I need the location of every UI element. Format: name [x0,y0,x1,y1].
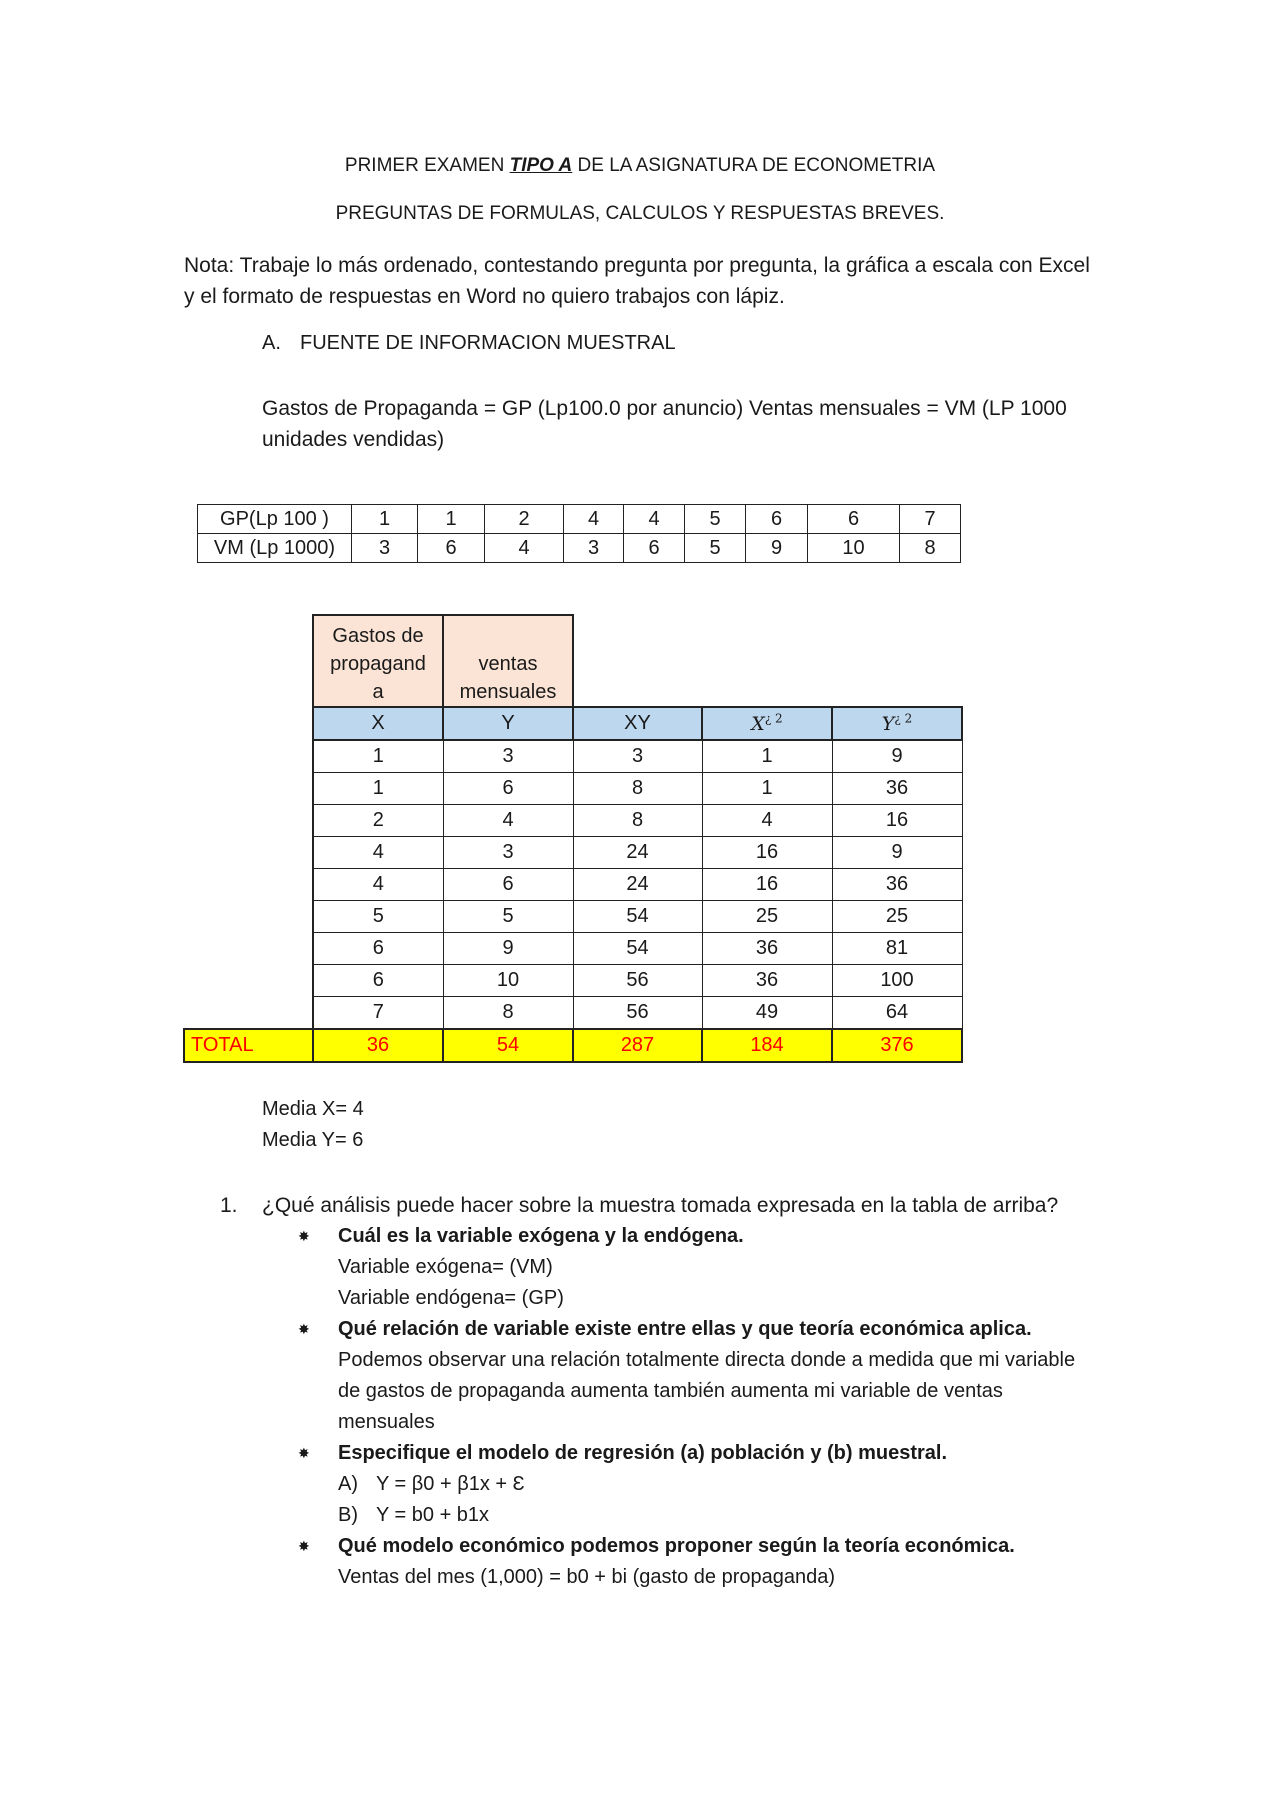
table-cell: 8 [900,534,961,563]
sub-question: Qué modelo económico podemos proponer según la teoría económica. [338,1535,1015,1557]
table-cell: 24 [573,837,702,869]
sub-question: Cuál es la variable exógena y la endógena. [338,1225,744,1247]
total-x: 36 [313,1029,443,1062]
table-cell: 6 [443,773,573,805]
mean-y: Media Y= 6 [262,1129,364,1151]
table-cell: 36 [702,965,832,997]
superscript: ¿ 2 [764,711,783,726]
table-cell: 3 [564,534,624,563]
empty-cell [184,965,313,997]
bullet-icon: ✸ [298,1228,310,1244]
header-line: propagand [330,653,426,675]
sub-question: Especifique el modelo de regresión (a) población y (b) muestral. [338,1442,948,1464]
table-row [184,869,962,901]
empty-cell [184,707,313,740]
column-header-xy: XY [573,707,702,740]
empty-cell [184,901,313,933]
table-cell: 64 [832,997,962,1030]
table-cell: 25 [832,901,962,933]
symbol: X [751,712,765,735]
total-label: TOTAL [184,1029,313,1062]
table-row [184,805,962,837]
calculation-rows [184,740,962,1029]
table-cell: 4 [702,805,832,837]
table-cell: 1 [702,740,832,773]
table-cell: 36 [832,773,962,805]
header-line: ventas [478,653,538,675]
table-cell: 3 [352,534,418,563]
table-cell: 24 [573,869,702,901]
total-xy: 287 [573,1029,702,1062]
table-cell: 1 [313,740,443,773]
empty-cell [573,615,702,707]
table-cell: 2 [485,505,564,534]
table-cell: 16 [702,837,832,869]
table-cell: 4 [313,869,443,901]
row-label-vm: VM (Lp 1000) [198,534,352,563]
model-letter: B) [338,1504,358,1526]
table-cell: 6 [313,965,443,997]
means-block [262,1094,364,1156]
sample-data-table [197,504,961,563]
table-row [184,740,962,773]
table-cell: 10 [443,965,573,997]
column-header-y-squared [832,707,962,740]
table-cell: 5 [313,901,443,933]
title-part-1: PRIMER EXAMEN [344,155,510,176]
table-cell: 3 [443,837,573,869]
table-cell: 8 [573,805,702,837]
table-cell: 6 [746,505,808,534]
section-a-letter: A. [262,332,281,354]
table-cell: 1 [702,773,832,805]
total-y-squared: 376 [832,1029,962,1062]
model-letter: A) [338,1473,358,1495]
table-cell: 5 [685,534,746,563]
table-cell: 9 [443,933,573,965]
header-row [184,615,962,707]
section-a-heading [262,332,676,355]
answer-text: Podemos observar una relación totalmente directa donde a medida que mi variable de gastos de propaganda aumenta también aumenta mi variable de ventas mensuales [338,1349,1076,1433]
table-cell: 4 [443,805,573,837]
empty-cell [184,997,313,1030]
empty-cell [184,869,313,901]
answer-text: Variable exógena= (VM) [338,1256,553,1278]
list-item [298,1531,1098,1593]
exam-note: Nota: Trabaje lo más ordenado, contestando pregunta por pregunta, la gráfica a escala con Excel y el formato de respuestas en Word no quiero trabajos con lápiz. [184,254,1090,308]
table-cell: 9 [746,534,808,563]
model-formula: Y = β0 + β1x + Ɛ [376,1473,525,1495]
header-line: a [372,681,384,703]
table-cell: 8 [443,997,573,1030]
table-cell: 56 [573,965,702,997]
sub-question: Qué relación de variable existe entre ellas y que teoría económica aplica. [338,1318,1032,1340]
table-cell: 2 [313,805,443,837]
table-cell: 54 [573,933,702,965]
table-row [184,933,962,965]
table-cell: 4 [624,505,685,534]
empty-cell [184,805,313,837]
variables-definition: Gastos de Propaganda = GP (Lp100.0 por anuncio) Ventas mensuales = VM (LP 1000 unidades vendidas) [262,397,1067,451]
empty-cell [184,740,313,773]
row-label-gp: GP(Lp 100 ) [198,505,352,534]
table-cell: 54 [573,901,702,933]
table-cell: 4 [485,534,564,563]
header-line: mensuales [459,681,557,703]
question-1-items [298,1221,1098,1593]
table-cell: 56 [573,997,702,1030]
table-cell: 8 [573,773,702,805]
empty-cell [702,615,832,707]
table-cell: 4 [564,505,624,534]
exam-subtitle: PREGUNTAS DE FORMULAS, CALCULOS Y RESPUESTAS BREVES. [335,203,945,224]
column-header-y: Y [443,707,573,740]
table-cell: 9 [832,837,962,869]
superscript: ¿ 2 [894,711,913,726]
table-row [184,901,962,933]
table-cell: 7 [900,505,961,534]
question-text: ¿Qué análisis puede hacer sobre la muestra tomada expresada en la tabla de arriba? [262,1194,1059,1217]
table-row [184,997,962,1030]
answer-text: Variable endógena= (GP) [338,1287,564,1309]
column-header-row [184,707,962,740]
table-cell: 1 [313,773,443,805]
mean-x: Media X= 4 [262,1098,364,1120]
empty-cell [184,773,313,805]
table-row [198,505,961,534]
header-line: Gastos de [332,625,424,647]
table-cell: 16 [832,805,962,837]
table-row [198,534,961,563]
table-cell: 3 [573,740,702,773]
table-row [184,773,962,805]
table-cell: 1 [418,505,485,534]
answer-text: Ventas del mes (1,000) = b0 + bi (gasto de propaganda) [338,1566,836,1588]
list-item [298,1314,1098,1438]
section-a-title: FUENTE DE INFORMACION MUESTRAL [300,332,676,354]
table-cell: 7 [313,997,443,1030]
empty-cell [832,615,962,707]
table-cell: 4 [313,837,443,869]
header-gastos-propaganda [313,615,443,707]
calculation-table [183,614,963,1063]
table-cell: 16 [702,869,832,901]
empty-cell [184,615,313,707]
exam-title [0,155,1280,177]
header-ventas-mensuales [443,615,573,707]
table-row [184,837,962,869]
table-cell: 6 [418,534,485,563]
question-1 [220,1190,1120,1221]
column-header-x: X [313,707,443,740]
symbol: Y [881,712,895,735]
table-cell: 36 [702,933,832,965]
table-cell: 6 [624,534,685,563]
table-cell: 9 [832,740,962,773]
title-part-2: DE LA ASIGNATURA DE ECONOMETRIA [572,155,936,176]
table-cell: 5 [443,901,573,933]
model-b [338,1500,1098,1531]
table-cell: 6 [808,505,900,534]
empty-cell [184,933,313,965]
model-a [338,1469,1098,1500]
question-number: 1. [220,1194,238,1217]
total-x-squared: 184 [702,1029,832,1062]
table-cell: 3 [443,740,573,773]
table-cell: 25 [702,901,832,933]
total-row [184,1029,962,1062]
table-cell: 5 [685,505,746,534]
bullet-icon: ✸ [298,1321,310,1337]
column-header-x-squared [702,707,832,740]
model-formula: Y = b0 + b1x [376,1504,490,1526]
table-cell: 1 [352,505,418,534]
total-y: 54 [443,1029,573,1062]
table-cell: 6 [313,933,443,965]
table-cell: 10 [808,534,900,563]
table-cell: 100 [832,965,962,997]
table-cell: 49 [702,997,832,1030]
list-item [298,1438,1098,1531]
table-row [184,965,962,997]
table-cell: 36 [832,869,962,901]
table-cell: 81 [832,933,962,965]
empty-cell [184,837,313,869]
bullet-icon: ✸ [298,1538,310,1554]
table-cell: 6 [443,869,573,901]
bullet-icon: ✸ [298,1445,310,1461]
list-item [298,1221,1098,1314]
title-emphasis: TIPO A [509,155,573,176]
